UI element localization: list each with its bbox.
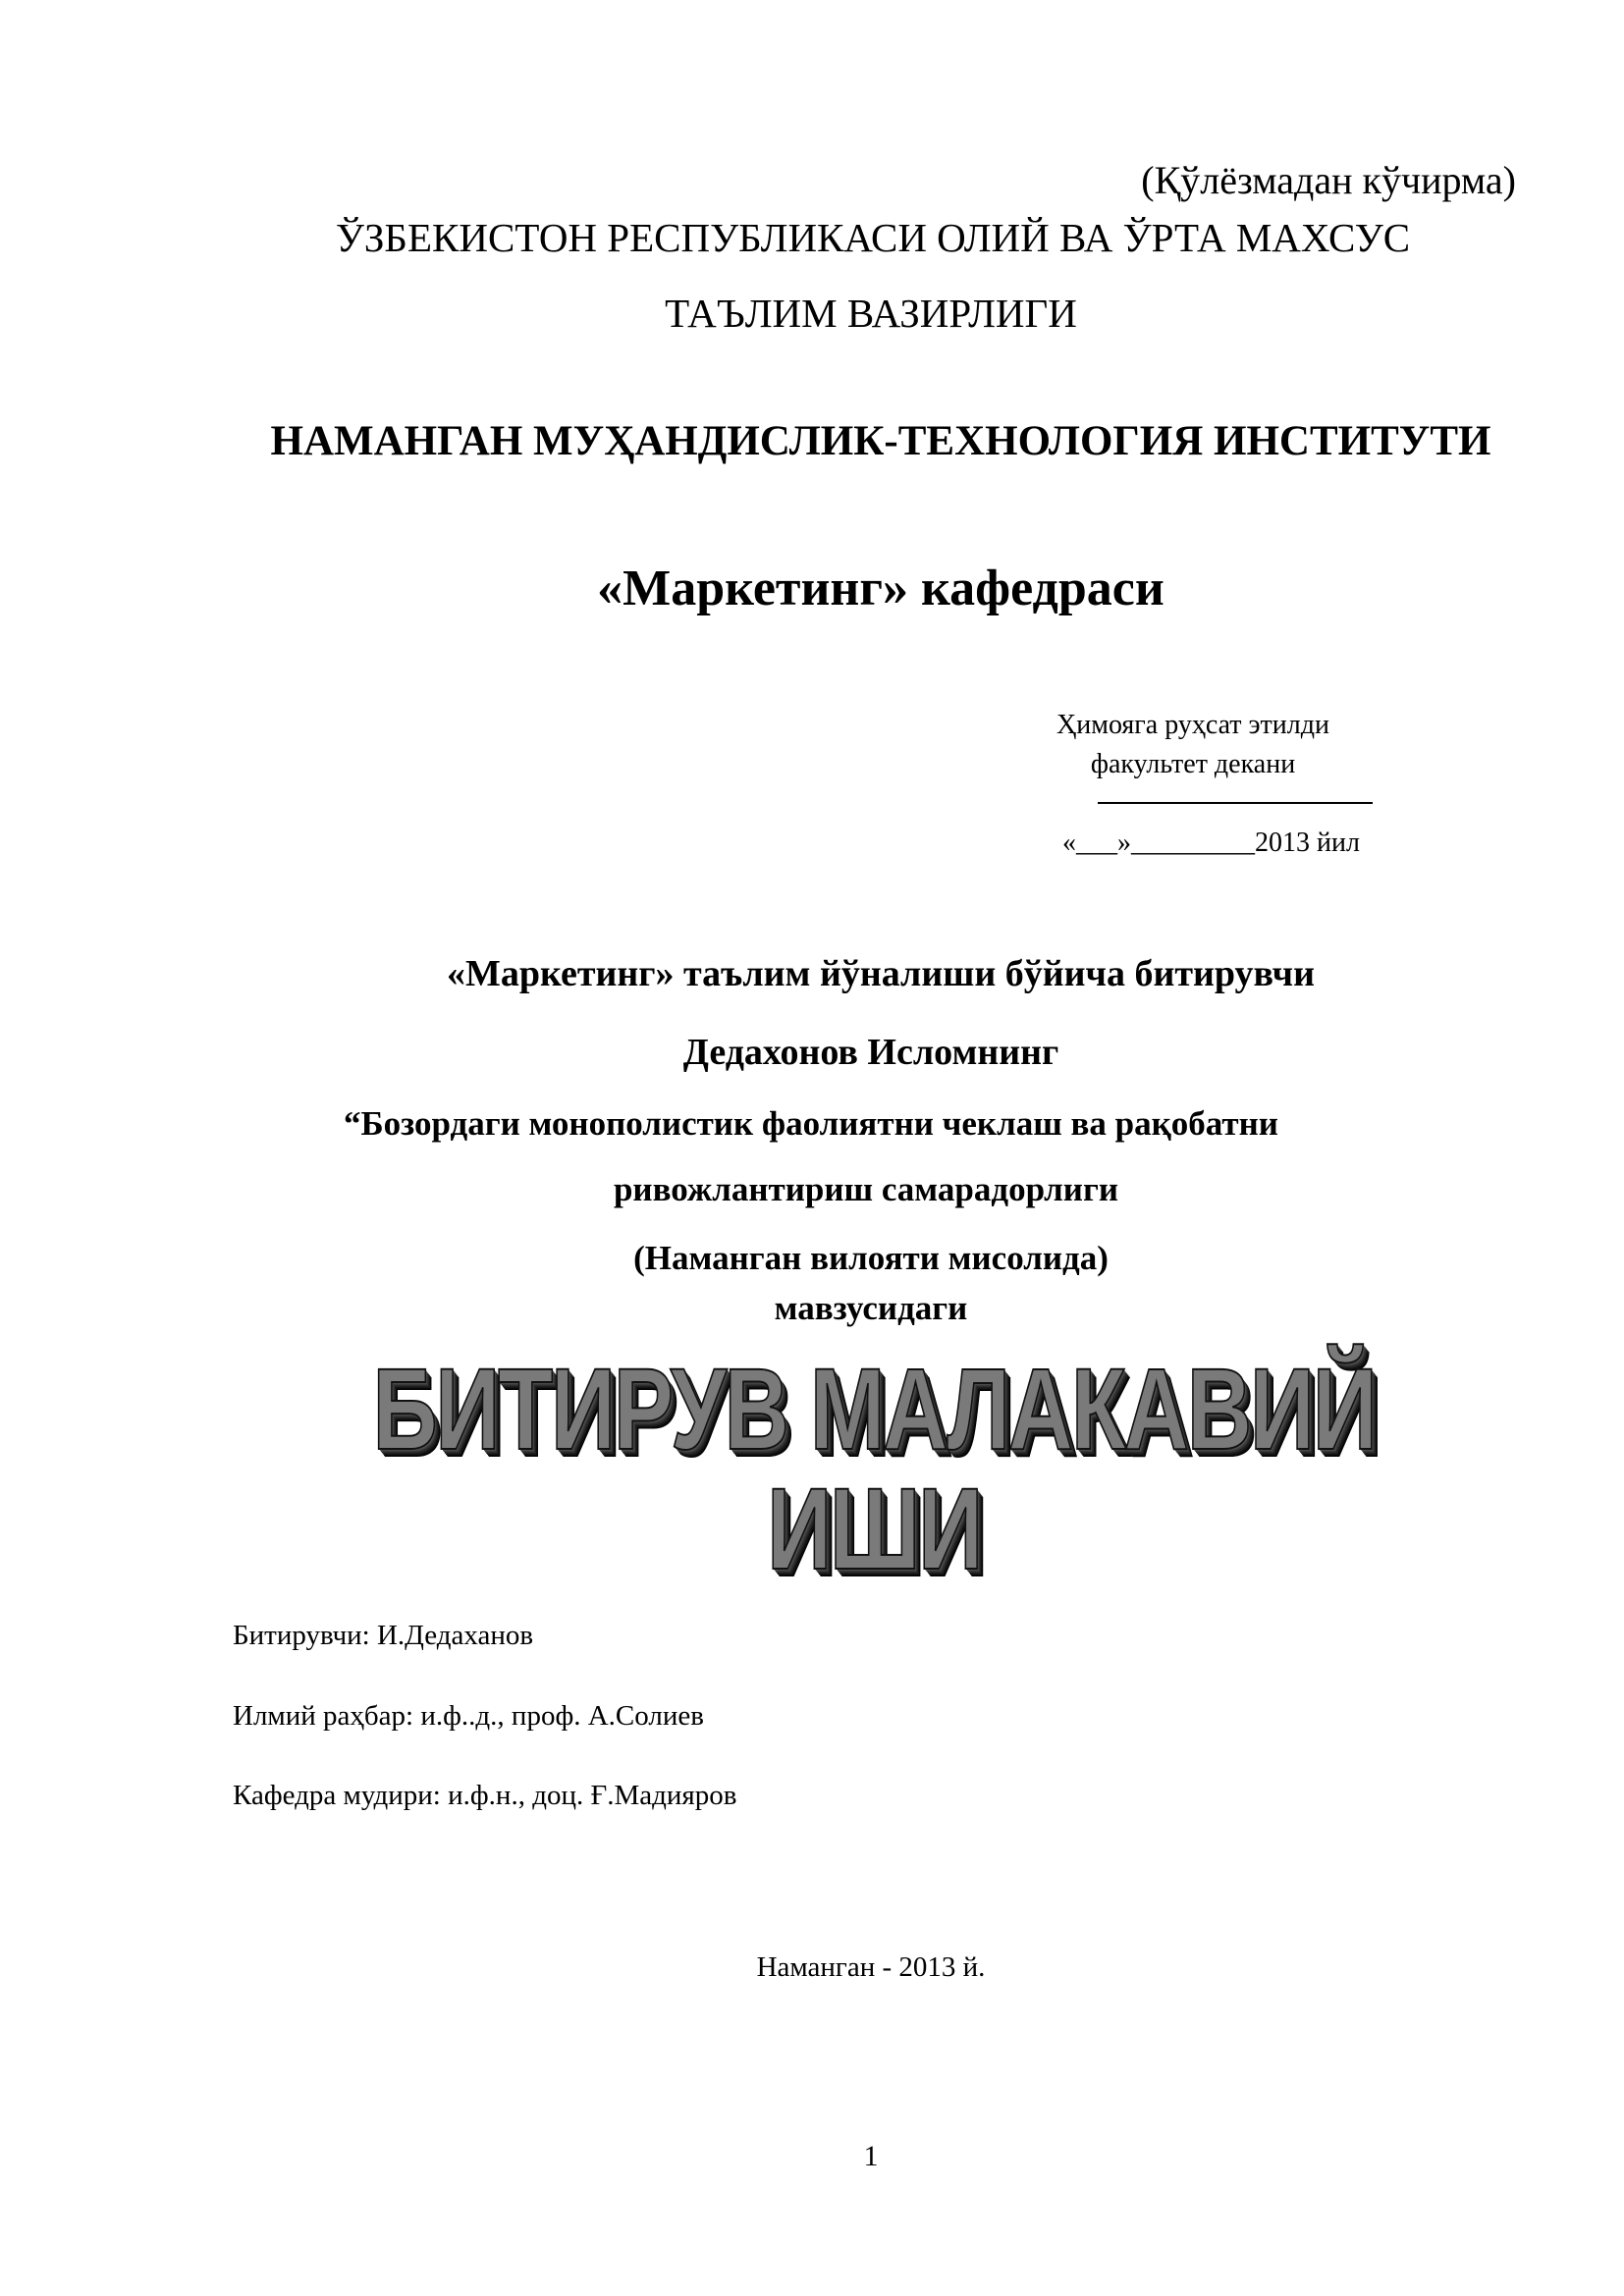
page-number: 1 xyxy=(863,2140,879,2172)
thesis-topic-line1: “Бозордаги монополистик фаолиятни чеклаш ва рақобатни xyxy=(344,1104,1278,1143)
thesis-direction: «Маркетинг» таълим йўналиши бўйича битирувчи xyxy=(447,953,1315,994)
ministry-title-line1: ЎЗБЕКИСТОН РЕСПУБЛИКАСИ ОЛИЙ ВА ЎРТА МАХСУС xyxy=(335,215,1411,260)
approval-line2: факультет декани xyxy=(1090,749,1296,779)
approval-line1: Ҳимояга руҳсат этилди xyxy=(1056,710,1329,740)
wordart-title xyxy=(192,1345,1555,1594)
thesis-topic-line4: мавзусидаги xyxy=(774,1289,968,1327)
institute-title: НАМАНГАН МУҲАНДИСЛИК-ТЕХНОЛОГИЯ ИНСТИТУТИ xyxy=(270,418,1491,464)
ministry-title-line2: ТАЪЛИМ ВАЗИРЛИГИ xyxy=(665,291,1077,336)
supervisor-name: Илмий раҳбар: и.ф..д., проф. А.Солиев xyxy=(233,1700,704,1732)
city-year: Наманган - 2013 й. xyxy=(756,1951,986,1983)
wordart-title-line2: ИШИ xyxy=(767,1465,981,1594)
wordart-title-line1: БИТИРУВ МАЛАКАВИЙ xyxy=(372,1345,1376,1474)
thesis-topic-line2: ривожлантириш самарадорлиги xyxy=(613,1170,1119,1208)
signature-line xyxy=(1098,802,1373,804)
department-title: «Маркетинг» кафедраси xyxy=(597,561,1164,616)
graduate-name: Битирувчи: И.Дедаханов xyxy=(233,1620,534,1651)
excerpt-note: (Қўлёзмадан кўчирма) xyxy=(1141,158,1516,202)
approval-date: «___»_________2013 йил xyxy=(1062,828,1360,858)
department-head-name: Кафедра мудири: и.ф.н., доц. Ғ.Мадияров xyxy=(233,1780,737,1811)
thesis-author: Дедахонов Исломнинг xyxy=(682,1032,1059,1073)
thesis-topic-line3: (Наманган вилояти мисолида) xyxy=(633,1239,1109,1277)
